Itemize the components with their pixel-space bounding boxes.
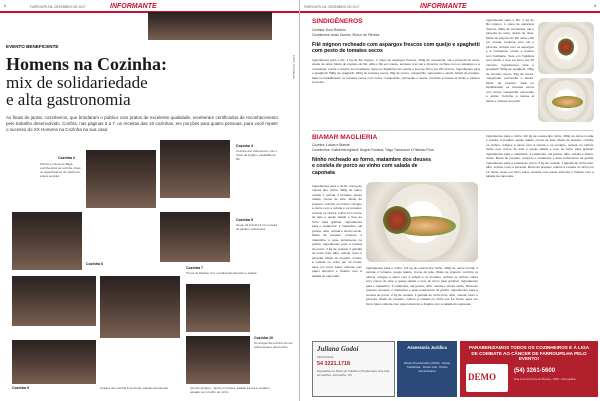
recipe-2-photo xyxy=(366,182,478,262)
cozinha-8-caption: Amigos da cozinha 8 servindo massas artesanais xyxy=(100,386,168,390)
headline-line-3: e alta gastronomia xyxy=(6,90,131,110)
header-rule xyxy=(300,11,600,13)
ad-juliana-godoi[interactable] xyxy=(312,341,395,397)
photo-cozinha-7 xyxy=(100,276,180,338)
cozinha-7-caption: Turma do Paraíso com o tradicional carreteiro e salada xyxy=(186,271,257,275)
cozinha-5-label: Cozinha 5 xyxy=(236,218,253,222)
photo-cozinha-8 xyxy=(186,284,250,332)
recipe-1-body-cont: Ingredientes para o filé: 1 kg de filé mignon, 1 maço de aspargos frescos, 200g de mussarela, sal e pimenta do reino, azeite de oliva. Modo de preparo do filé: abra o filé em manta, tempere com sal e pimenta, recheie com os aspargos e a mussarela, enrole e amarre com barbante. Sele em frigideira com azeite e leve ao forno por 25 minutos. Ingredientes para o spaghetti: 500g de spaghetti, 150g de tomates secos, 50g de nozes, manjericão, parmesão e azeite. Modo de preparo: bata no liquidificador os tomates secos com nozes, manjericão, parmesão e azeite. Cozinhe a massa al dente e misture ao pesto. xyxy=(486,18,534,103)
headline-line-2: mix de solidariedade xyxy=(6,72,148,92)
section-title: INFORMANTE xyxy=(110,3,157,10)
ad1-phone: 54 3221.1718 xyxy=(317,361,350,367)
cozinha-9-label: Cozinha 9 xyxy=(12,386,29,390)
recipe-2-cozinha: BIAMAR MAGLIERIA xyxy=(312,134,378,141)
recipe-2-body-col3: Ingredientes para o ninho: 1/2 kg de massa tipo ninho, 400g de carne moída, 1 cebola, 2 tomates, queijo ralado, creme de leite. Modo de preparo: cozinhe os ninhos, refogue a carne com a cebola e os tomates, recheie os ninhos, cubra com creme de leite e queijo ralado e leve ao forno para gratinar. Ingredientes para o matambre: 1 matambre, sal grosso, alho, cebola e cheiro-verde. Modo de preparo: tempere o matambre e asse lentamente na grelha. Ingredientes para a costela de porco: 2 kg de costela, 1 garrafa de vinho tinto, alho, cebola, louro e pimenta. Modo de preparo: marine a costela no vinho por 12 horas, asse em forno baixo coberta com papel alumínio e finalize com a salada de caponata. xyxy=(486,134,594,179)
ad1-subtitle: ADVOCACIA xyxy=(317,355,334,359)
ad-parabens[interactable] xyxy=(460,341,598,397)
ad2-list: Direito Previdenciário (INSS) · Direito Trabalhista · Direito Civil · Direito Administrativo xyxy=(403,361,451,374)
headline xyxy=(6,55,278,109)
ad3-phone: (54) 3261-5600 xyxy=(514,368,556,374)
photo-credit: Fotos: Divulgação xyxy=(292,55,296,80)
kicker: EVENTO BENEFICENTE xyxy=(6,44,59,49)
cozinha-6-label: Cozinha 6 xyxy=(86,262,103,266)
recipe-1-photo xyxy=(538,22,594,74)
photo-cozinha-1 xyxy=(148,12,272,40)
page-number: 3 xyxy=(594,4,596,8)
cozinha-2-label: Cozinha 2 xyxy=(58,156,75,160)
ad1-address: Especialista em Direito do Trabalho e Previdenciário. Rua Júlio de Castilhos, Farroupilha - RS xyxy=(317,370,390,377)
ad3-title: PARABENIZAMOS TODOS OS COZINHEIROS E À LIGA DE COMBATE AO CÂNCER DE FARROUPILHA PELO EVENTO! xyxy=(468,345,590,362)
recipe-1-credits xyxy=(312,28,472,38)
cozinha-3-caption: Cozinha dos Carrevieres, com o risoto de funghi e medalhão de filé xyxy=(236,149,278,161)
photo-cozinha-5 xyxy=(160,212,230,262)
cozinha-5-caption: Grupo da cozinha 5 com receita de paella e sobremesa xyxy=(236,223,277,231)
ad1-name: Juliana Godoi xyxy=(317,345,359,353)
photo-cozinha-9 xyxy=(12,340,96,384)
page-number: 2 xyxy=(4,4,6,8)
cozinha-3-label: Cozinha 3 xyxy=(236,144,253,148)
photo-cozinha-4 xyxy=(12,212,82,270)
section-title: INFORMANTE xyxy=(420,3,467,10)
recipe-1-cozinha: SINDIGÊNEROS xyxy=(312,18,363,25)
ad2-title: Assessoria Jurídica xyxy=(407,345,447,350)
recipe-1-body: Ingredientes para o filé: 1 kg de filé mignon, 1 maço de aspargos frescos, 200g de mussarela, sal e pimenta do reino, azeite de oliva. Modo de preparo do filé: abra o filé em manta, tempere com sal e pimenta, recheie com os aspargos e a mussarela, enrole e amarre com barbante. Sele em frigideira com azeite e leve ao forno por 25 minutos. Ingredientes para o spaghetti: 500g de spaghetti, 150g de tomates secos, 50g de nozes, manjericão, parmesão e azeite. Modo de preparo: bata no liquidificador os tomates secos com nozes, manjericão, parmesão e azeite. Cozinhe a massa al dente e misture ao pesto. xyxy=(312,58,480,85)
recipe-1-credit-line: Cozinheiros: Assis Gomes, Silva e de Ferreira xyxy=(312,32,380,37)
recipe-2-body: Ingredientes para o ninho: 1/2 kg de massa tipo ninho, 400g de carne moída, 1 cebola, 2 tomates, queijo ralado, creme de leite. Modo de preparo: cozinhe os ninhos, refogue a carne com a cebola e os tomates, recheie os ninhos, cubra com creme de leite e queijo ralado e leve ao forno para gratinar. Ingredientes para o matambre: 1 matambre, sal grosso, alho, cebola e cheiro-verde. Modo de preparo: tempere o matambre e asse lentamente na grelha. Ingredientes para a costela de porco: 2 kg de costela, 1 garrafa de vinho tinto, alho, cebola, louro e pimenta. Modo de preparo: marine a costela no vinho por 12 horas, asse em forno baixo coberta com papel alumínio e finalize com a salada de caponata. xyxy=(312,184,362,278)
photo-cozinha-6 xyxy=(12,276,96,326)
ad3-logo: DEMO xyxy=(468,372,496,382)
right-page xyxy=(300,0,600,401)
photo-cozinha-10 xyxy=(186,336,250,384)
folio: FARROUPILHA, DEZEMBRO DE 2017 xyxy=(304,5,360,9)
recipe-2-credit-line: Cozinha: Lucian e Biamar xyxy=(312,143,350,147)
recipe-2-title: Ninho recheado ao forno, matambre dos deuses e costela de porco ao vinho com salada de caponata xyxy=(312,157,432,176)
recipe-1-credit-line: Cozinha: Dom Roberto xyxy=(312,28,346,32)
recipe-1-title: Filé mignon recheado com aspargos frescos com queijo e spaghetti com pesto de tomates secos xyxy=(312,42,480,55)
photo-cozinha-3 xyxy=(160,140,230,198)
section-divider xyxy=(312,130,594,131)
recipe-2-body-cont: Ingredientes para o ninho: 1/2 kg de massa tipo ninho, 400g de carne moída, 1 cebola, 2 tomates, queijo ralado, creme de leite. Modo de preparo: cozinhe os ninhos, refogue a carne com a cebola e os tomates, recheie os ninhos, cubra com creme de leite e queijo ralado e leve ao forno para gratinar. Ingredientes para o matambre: 1 matambre, sal grosso, alho, cebola e cheiro-verde. Modo de preparo: tempere o matambre e asse lentamente na grelha. Ingredientes para a costela de porco: 2 kg de costela, 1 garrafa de vinho tinto, alho, cebola, louro e pimenta. Modo de preparo: marine a costela no vinho por 12 horas, asse em forno baixo coberta com papel alumínio e finalize com a salada de caponata. xyxy=(366,266,478,306)
headline-line-1: Homens na Cozinha: xyxy=(6,54,168,74)
folio: FARROUPILHA, DEZEMBRO DE 2017 xyxy=(30,5,86,9)
photo-cozinha-2 xyxy=(86,150,156,208)
cozinha-10-caption: Os amigos da cozinha 10 com sobremesas e doces finos xyxy=(254,341,293,349)
cozinha-7-label: Cozinha 7 xyxy=(186,266,203,270)
ad-assessoria-juridica[interactable] xyxy=(397,341,457,397)
recipe-2-credits xyxy=(312,143,462,153)
cozinha-2-caption: Primos e primos do Bagé, cozinha atrás de cozinha, foram os organizadores do rodízio de pratos servidos xyxy=(40,162,81,178)
recipe-1-photo-2 xyxy=(538,78,594,122)
cozinha-10-label: Cozinha 10 xyxy=(254,336,273,340)
recipe-2-credit-line: Cozinheiros: Guilherme Agliardi, Ângelo Fontana, Tiago Tomazzoni e Fabiano Fiore xyxy=(312,147,434,152)
lede: As finais do jantar, cozinheiros, que brindaram o público com pratos de excelente qualidade, receberam certificados de reconhecimento pelo trabalho desenvolvido. Confira, nas páginas 3 a 7, os receitas das 10 cozinhas, em porções para quatro pessoas, para você repetir o sucesso do XX Homens na Cozinha na sua casa xyxy=(6,115,278,133)
cozinha-1-caption: Quinze amigos... Entre os pratos: salada fresca e cordeiro assado com molho de vinho xyxy=(190,386,270,395)
ad3-address: Rua Coronel Pena de Moraes, 1000 - Farroupilha xyxy=(514,377,576,381)
